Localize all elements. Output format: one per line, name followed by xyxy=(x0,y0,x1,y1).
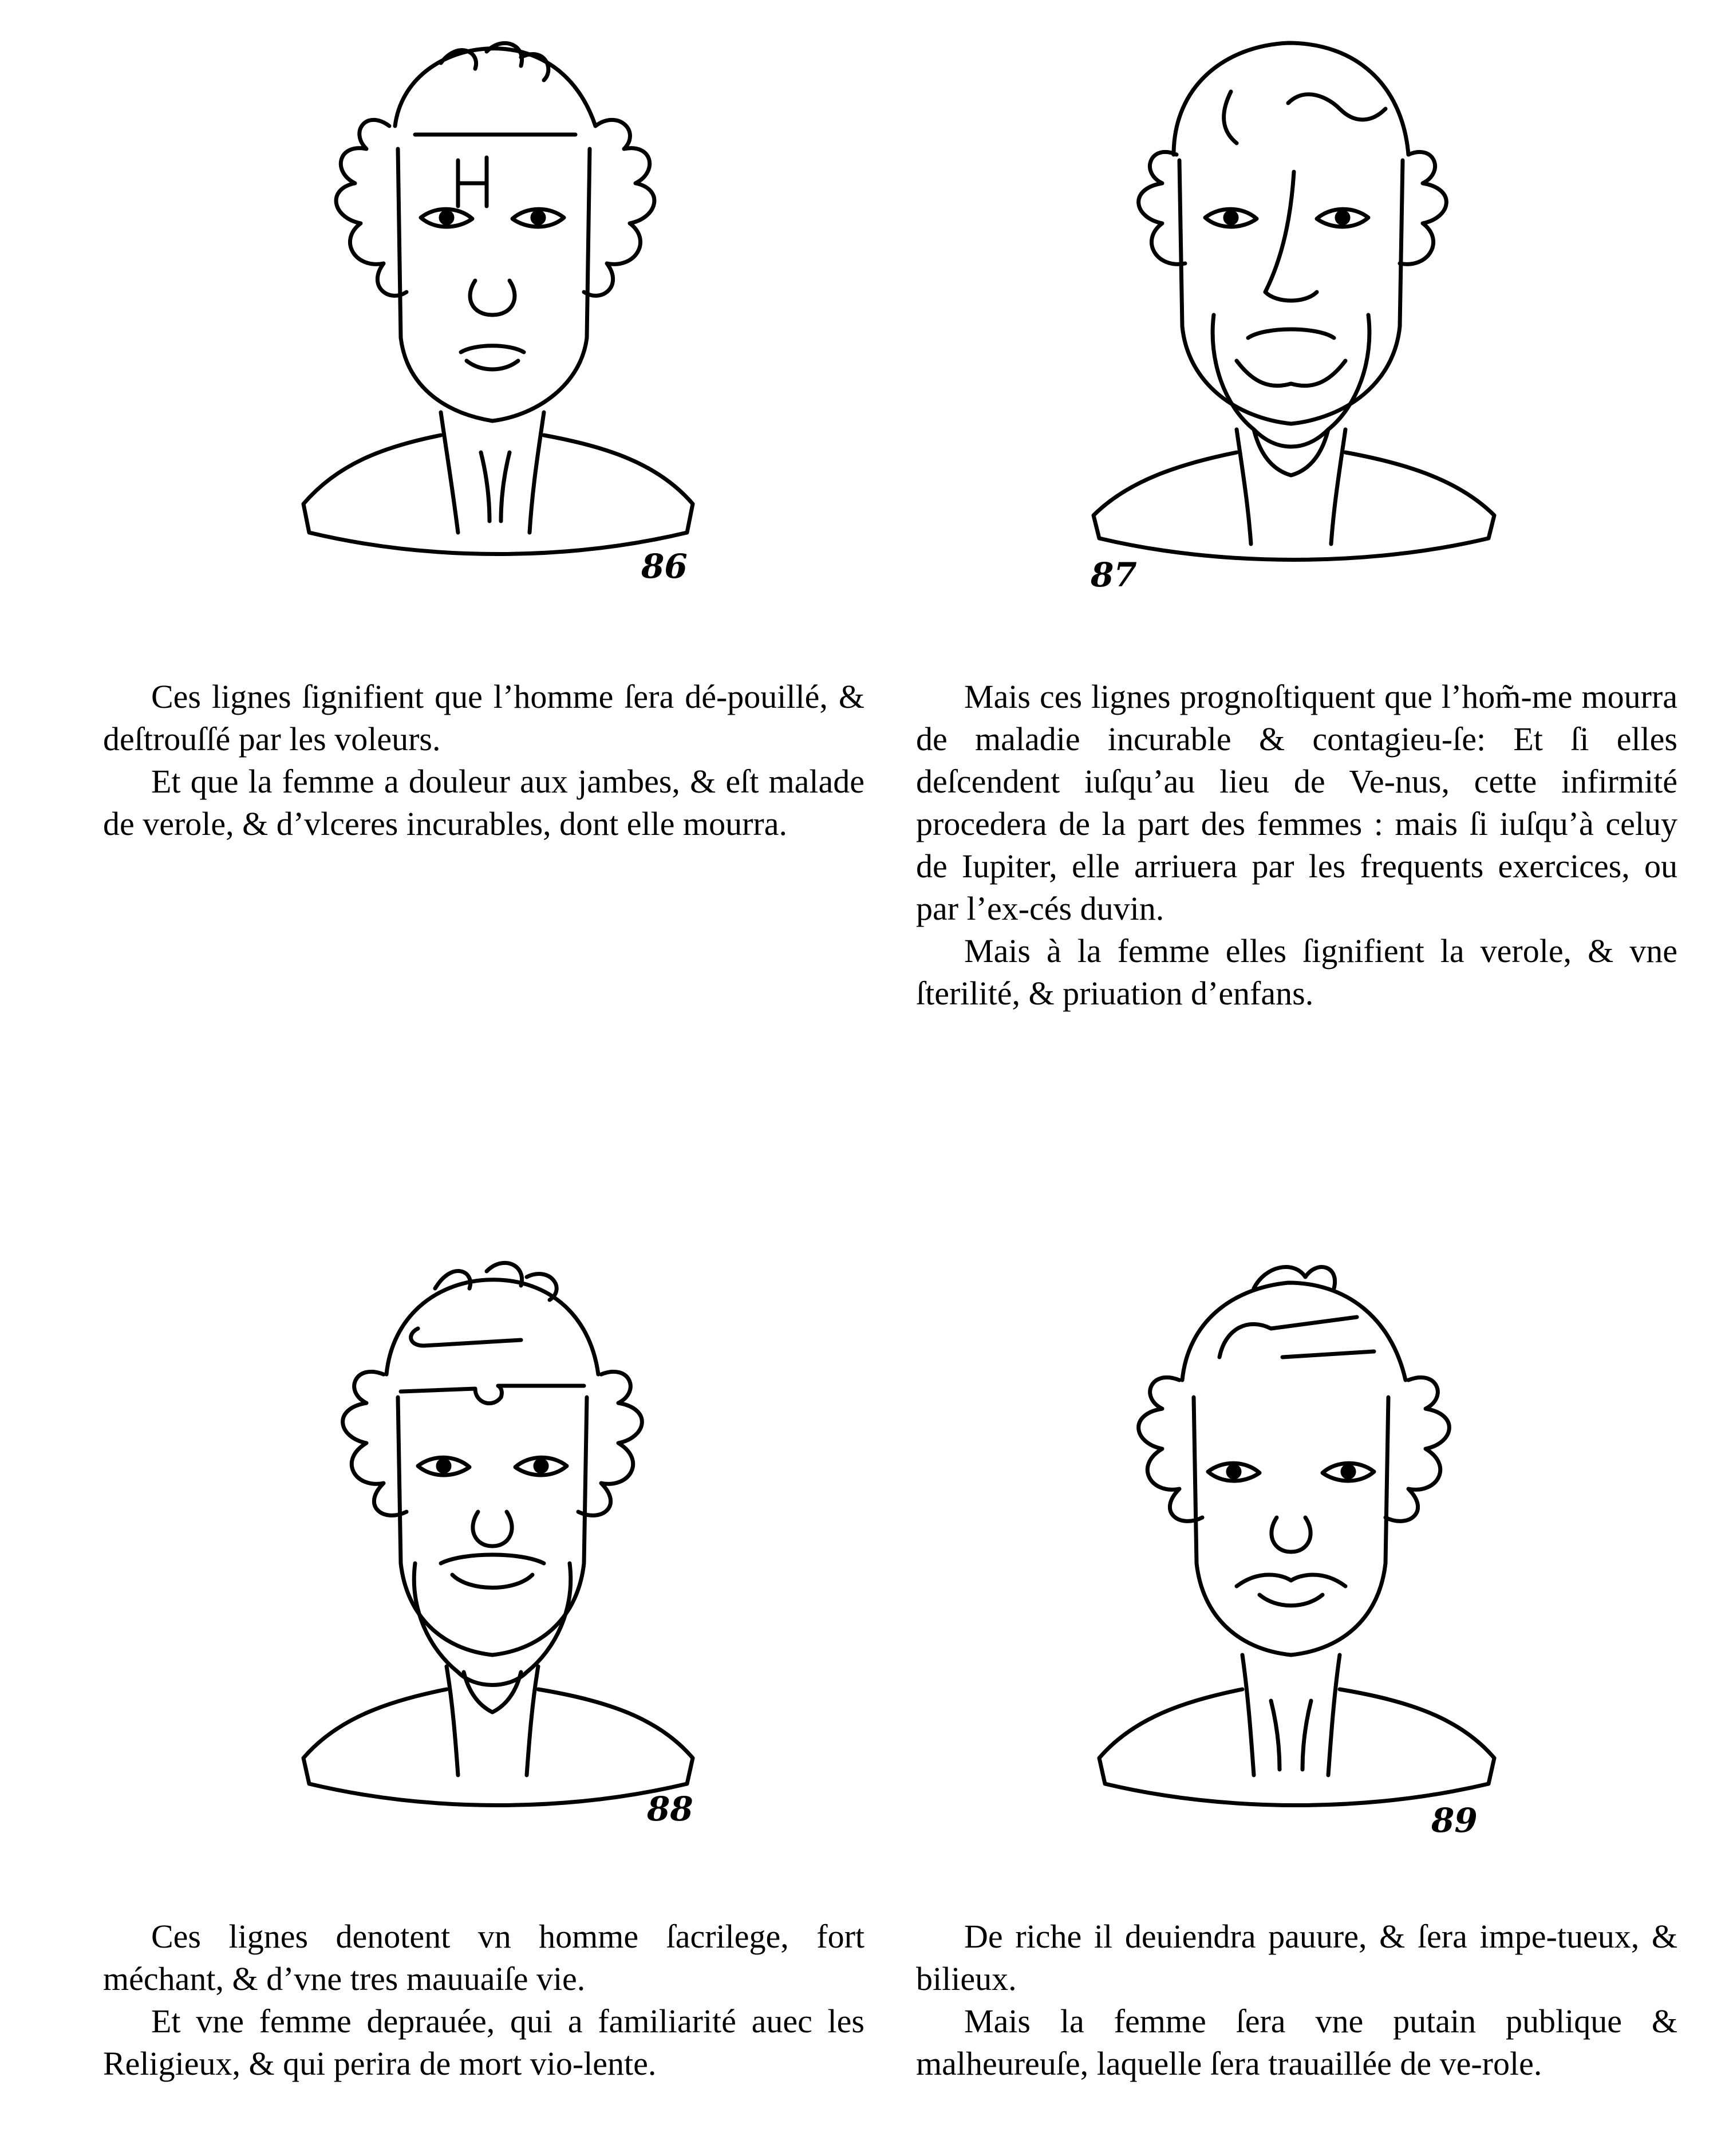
paragraph: Et que la femme a douleur aux jambes, & eſt malade de verole, & d’vlceres incurables, dont elle mourra. xyxy=(103,763,864,842)
paragraph: Mais la femme ſera vne putain publique & malheureuſe, laquelle ſera trauaillée de ve-role. xyxy=(916,2003,1677,2082)
paragraph: Ces lignes ſignifient que l’homme ſera dé-pouillé, & deſtrouſſé par les voleurs. xyxy=(103,678,864,758)
figure-number-86: 86 xyxy=(641,547,688,586)
caption-89 xyxy=(916,1915,1677,2085)
caption-87 xyxy=(916,676,1677,1015)
figure-number-88: 88 xyxy=(647,1790,693,1828)
paragraph: Ces lignes denotent vn homme ſacrilege, fort méchant, & d’vne tres mauuaiſe vie. xyxy=(103,1918,864,1997)
paragraph: Mais à la femme elles ſignifient la verole, & vne ſterilité, & priuation d’enfans. xyxy=(916,932,1677,1012)
paragraph: Mais ces lignes prognoſtiquent que l’hom̃-me mourra de maladie incurable & contagieu-ſe: Et ſi elles deſcendent iuſqu’au lieu de Ve-nus, cette infirmité procedera de la part des femmes : mais ſi iuſqu’à celuy de Iupiter, elle arriuera par les frequents exercices, ou par l’ex-cés duvin. xyxy=(916,678,1677,927)
woodcut-head-86 xyxy=(269,17,716,596)
paragraph: De riche il deuiendra pauure, & ſera impe-tueux, & bilieux. xyxy=(916,1918,1677,1997)
woodcut-head-89 xyxy=(1065,1243,1523,1838)
caption-88 xyxy=(103,1915,864,2085)
paragraph: Et vne femme deprauée, qui a familiarité auec les Religieux, & qui perira de mort vio-lente. xyxy=(103,2003,864,2082)
caption-86 xyxy=(103,676,864,845)
woodcut-head-88 xyxy=(269,1243,716,1838)
woodcut-head-87 xyxy=(1065,17,1523,596)
figure-number-87: 87 xyxy=(1091,555,1137,594)
figure-number-89: 89 xyxy=(1431,1801,1478,1840)
